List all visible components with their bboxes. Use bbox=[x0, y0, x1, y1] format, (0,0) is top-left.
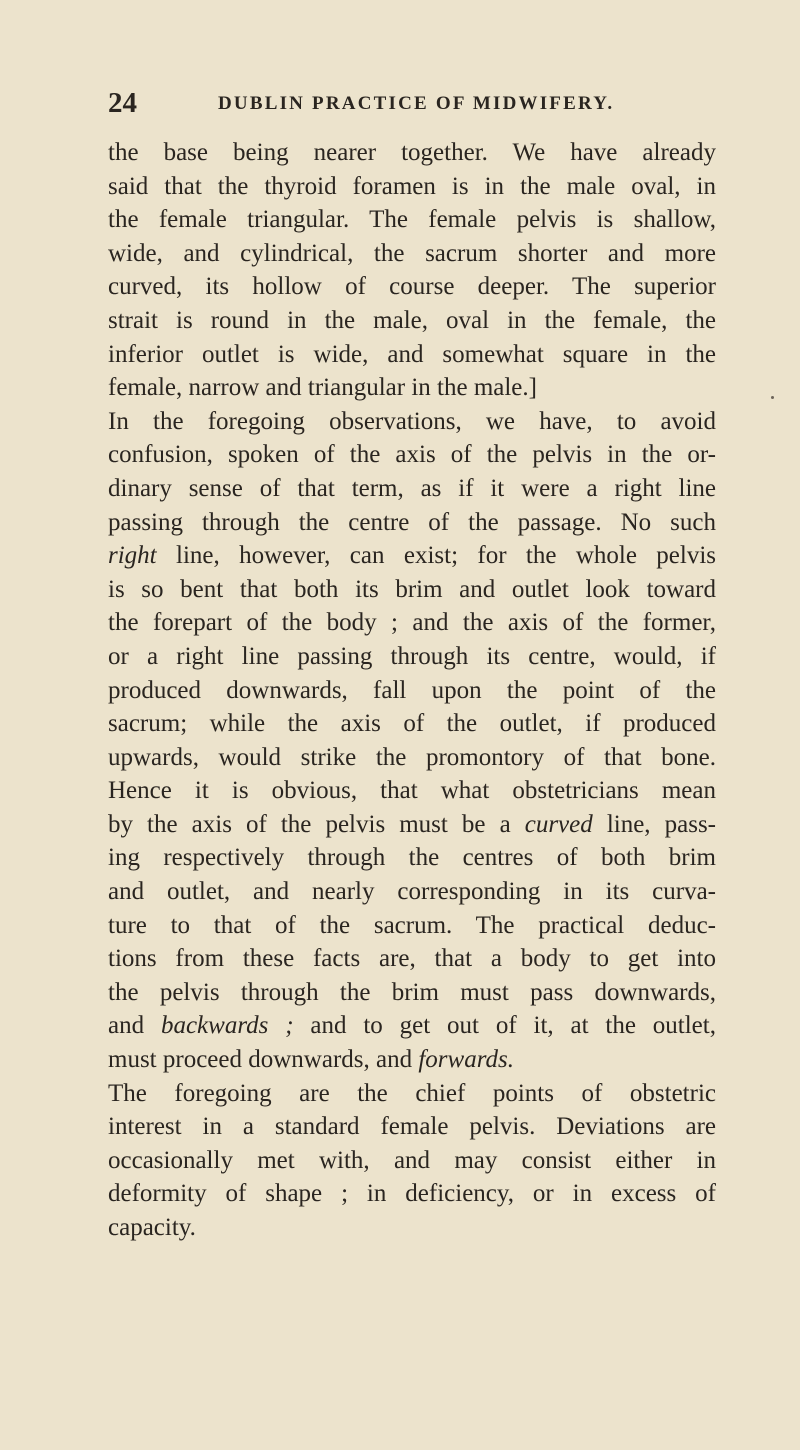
text-line: the base being nearer together. We have already bbox=[108, 139, 716, 166]
running-title: DUBLIN PRACTICE OF MIDWIFERY. bbox=[218, 93, 615, 114]
text-line: said that the thyroid foramen is in the male oval, in bbox=[108, 172, 716, 200]
paragraph-1 bbox=[108, 136, 716, 405]
text-line: wide, and cylindrical, the sacrum shorter and more bbox=[108, 239, 716, 267]
body-text bbox=[108, 136, 716, 1245]
text-run: line, however, can exist; for the whole pelvis bbox=[156, 542, 716, 570]
text-line: ture to that of the sacrum. The practical deduc- bbox=[108, 911, 716, 939]
italic-word: forwards. bbox=[418, 1046, 514, 1074]
text-run: must proceed downwards, and bbox=[108, 1046, 419, 1074]
text-line: deformity of shape ; in deficiency, or in excess of bbox=[108, 1180, 716, 1208]
text-line bbox=[108, 808, 716, 842]
text-line: curved, its hollow of course deeper. The superior bbox=[108, 273, 716, 301]
text-line: interest in a standard female pelvis. Deviations are bbox=[108, 1113, 716, 1141]
text-line: In the foregoing observations, we have, to avoid bbox=[108, 407, 716, 435]
margin-mark bbox=[771, 396, 774, 399]
text-line: passing through the centre of the passage. No such bbox=[108, 508, 716, 536]
text-line: sacrum; while the axis of the outlet, if produced bbox=[108, 710, 716, 738]
italic-word: right bbox=[108, 542, 157, 570]
text-line: produced downwards, fall upon the point of the bbox=[108, 676, 716, 704]
text-line: dinary sense of that term, as if it were a right line bbox=[108, 474, 716, 502]
text-line: the female triangular. The female pelvis is shallow, bbox=[108, 206, 716, 234]
text-line: the pelvis through the brim must pass downwards, bbox=[108, 978, 716, 1006]
text-line: inferior outlet is wide, and somewhat square in the bbox=[108, 340, 716, 368]
text-line: or a right line passing through its centre, would, if bbox=[108, 642, 716, 670]
text-line bbox=[108, 539, 716, 573]
text-line: upwards, would strike the promontory of that bone. bbox=[108, 743, 716, 771]
text-line bbox=[108, 1009, 716, 1043]
text-line: ing respectively through the centres of both brim bbox=[108, 844, 716, 872]
italic-word: curved bbox=[524, 810, 593, 838]
text-line: The foregoing are the chief points of obstetric bbox=[108, 1079, 716, 1107]
paragraph-2 bbox=[108, 405, 716, 1077]
running-head bbox=[108, 88, 708, 118]
text-line: and outlet, and nearly corresponding in its curva- bbox=[108, 878, 716, 906]
text-line: capacity. bbox=[108, 1214, 196, 1241]
text-line: strait is round in the male, oval in the female, the bbox=[108, 306, 716, 334]
text-line: the forepart of the body ; and the axis of the former, bbox=[108, 609, 716, 637]
paragraph-3 bbox=[108, 1077, 716, 1245]
text-run: line, pass- bbox=[592, 810, 716, 838]
text-run: and to get out of it, at the outlet, bbox=[293, 1012, 716, 1040]
text-run: and bbox=[108, 1012, 161, 1040]
italic-word: backwards ; bbox=[160, 1012, 294, 1040]
text-line: Hence it is obvious, that what obstetricians mean bbox=[108, 777, 716, 805]
text-line: occasionally met with, and may consist either in bbox=[108, 1146, 716, 1174]
text-line: tions from these facts are, that a body to get into bbox=[108, 945, 716, 973]
text-line: is so bent that both its brim and outlet look toward bbox=[108, 575, 716, 603]
text-run: by the axis of the pelvis must be a bbox=[108, 810, 525, 838]
text-line bbox=[108, 1043, 716, 1077]
page-number: 24 bbox=[108, 87, 137, 119]
text-line: confusion, spoken of the axis of the pelvis in the or- bbox=[108, 441, 716, 469]
text-line: female, narrow and triangular in the male.] bbox=[108, 374, 537, 402]
